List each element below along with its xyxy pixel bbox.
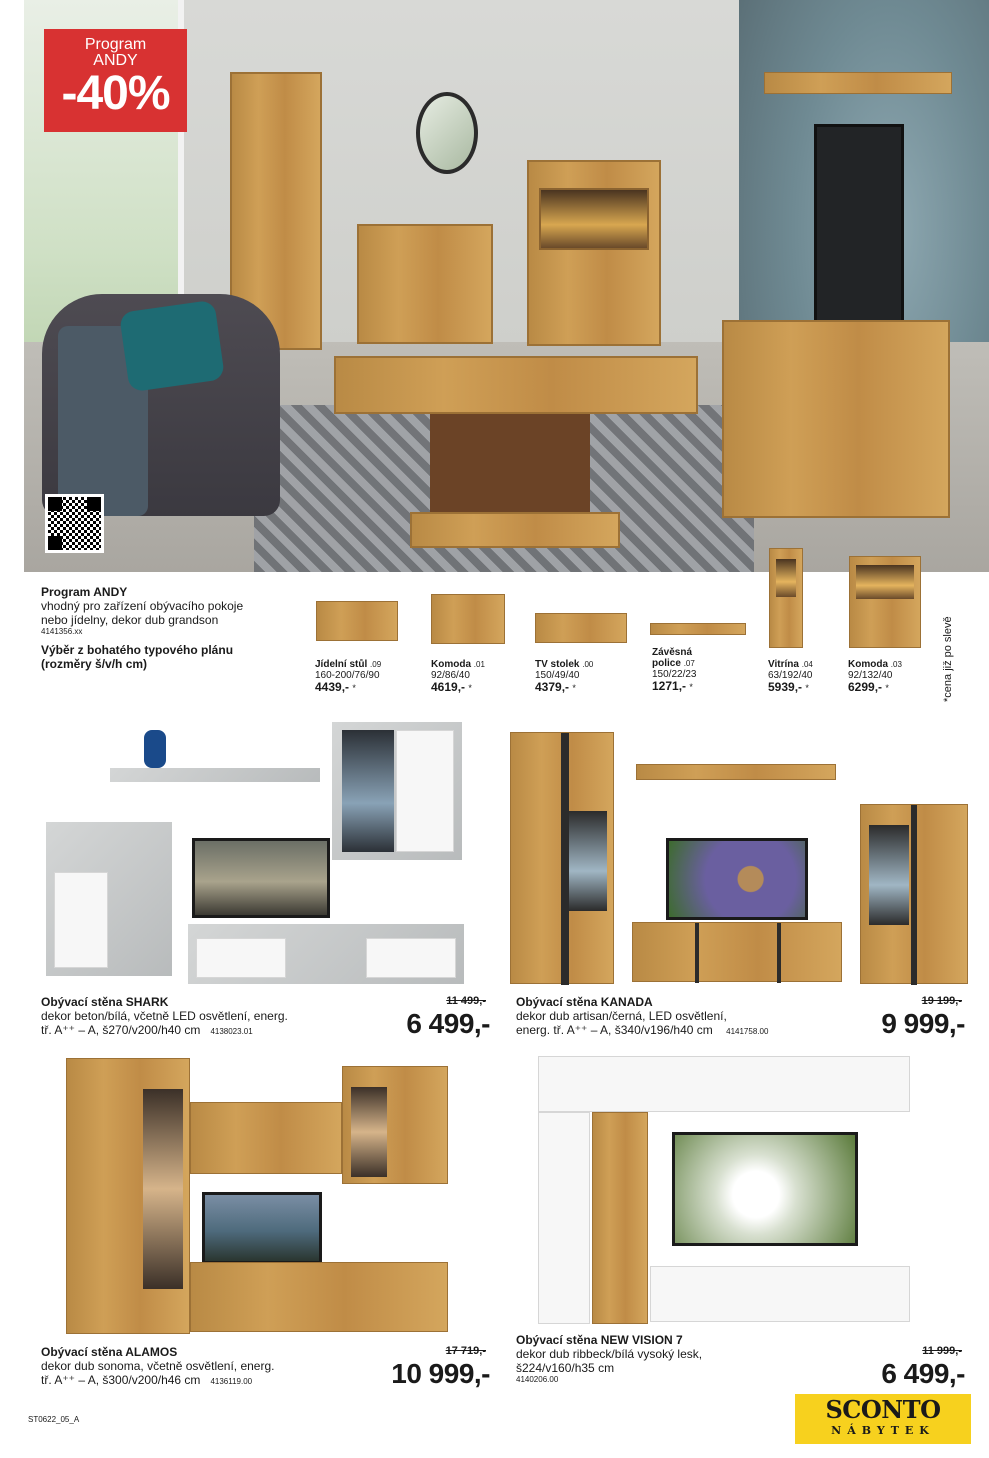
kanada-tv — [666, 838, 808, 920]
qr-code[interactable] — [45, 494, 104, 553]
item-wall-shelf: Závěsná police .07 150/22/23 1271,- * — [652, 647, 697, 693]
andy-sub-2: (rozměry š/v/h cm) — [41, 657, 148, 671]
kanada-desc-1: dekor dub artisan/černá, LED osvětlení, — [516, 1009, 727, 1023]
kanada-tv-stand — [632, 922, 842, 982]
andy-title: Program ANDY — [41, 585, 128, 599]
wall-shelf — [764, 72, 952, 94]
sconto-logo[interactable] — [795, 1394, 971, 1444]
vision-info — [516, 1333, 816, 1384]
vision-image — [538, 1056, 910, 1324]
andy-sub-1: Výběr z bohatého typového plánu — [41, 643, 234, 657]
shark-old-price: 11 499,- — [446, 995, 486, 1007]
alamos-old-price: 17 719,- — [445, 1345, 486, 1357]
chest-thumb — [431, 594, 505, 644]
item-tv-stand: TV stolek .00 150/49/40 4379,- * — [535, 659, 594, 694]
item-vitrine: Vitrína .04 63/192/40 5939,- * — [768, 659, 813, 694]
display-cabinet — [527, 160, 661, 346]
tv-stand-thumb — [535, 613, 627, 643]
alamos-price: 10 999,- — [391, 1358, 490, 1389]
vision-tv — [672, 1132, 858, 1246]
kanada-image — [508, 728, 978, 988]
vision-shelf-unit — [592, 1112, 648, 1324]
shark-cabinet — [46, 822, 172, 976]
vision-desc-2: š224/v160/h35 cm — [516, 1361, 615, 1375]
kanada-cabinet — [860, 804, 968, 984]
item-dining-table: Jídelní stůl .09 160-200/76/90 4439,- * — [315, 659, 382, 694]
shark-desc-2: tř. A⁺⁺ – A, š270/v200/h40 cm 4138023.01 — [41, 1023, 253, 1037]
alamos-image — [66, 1056, 450, 1338]
alamos-title: Obývací stěna ALAMOS — [41, 1345, 178, 1359]
vision-tv-stand — [650, 1266, 910, 1322]
logo-line1: SCONTO — [825, 1395, 941, 1424]
shark-price: 6 499,- — [406, 1008, 490, 1039]
table-leg — [430, 412, 590, 522]
alamos-left-cabinet — [66, 1058, 190, 1334]
vision-left-panel — [538, 1112, 590, 1324]
shark-tv — [192, 838, 330, 918]
badge-line1: Program — [84, 36, 147, 53]
vision-desc-1: dekor dub ribbeck/bílá vysoký lesk, — [516, 1347, 703, 1361]
logo-line2: NÁBYTEK — [831, 1424, 935, 1437]
item-chest: Komoda .01 92/86/40 4619,- * — [431, 659, 485, 694]
badge-line2: ANDY — [93, 52, 138, 69]
coffee-table — [334, 356, 698, 414]
vitrine-thumb — [769, 548, 803, 648]
andy-desc-1: vhodný pro zařízení obývacího pokoje — [41, 599, 244, 613]
shark-title: Obývací stěna SHARK — [41, 995, 169, 1009]
alamos-desc-2: tř. A⁺⁺ – A, š300/v200/h46 cm 4136119.00 — [41, 1373, 253, 1387]
kanada-price: 9 999,- — [881, 1008, 965, 1039]
tv-stand — [722, 320, 950, 518]
andy-info — [41, 585, 281, 671]
alamos-tv-stand — [190, 1262, 448, 1332]
wall-tv — [814, 124, 904, 328]
kanada-old-price: 19 199,- — [921, 995, 962, 1007]
shark-wall-cabinet — [332, 722, 462, 860]
shark-image — [40, 718, 470, 988]
wall-shelf-thumb — [650, 623, 746, 635]
chest-of-drawers — [357, 224, 493, 344]
kanada-desc-2: energ. tř. A⁺⁺ – A, š340/v196/h40 cm 4141758.00 — [516, 1023, 769, 1037]
discount-badge — [44, 29, 187, 132]
alamos-desc-1: dekor dub sonoma, včetně osvětlení, energ. — [41, 1359, 275, 1373]
item-chest-tall: Komoda .03 92/132/40 6299,- * — [848, 659, 902, 694]
vision-title: Obývací stěna NEW VISION 7 — [516, 1333, 683, 1347]
kanada-tall-cabinet — [510, 732, 614, 984]
alamos-right-cabinet — [342, 1066, 448, 1184]
andy-code: 4141356.xx — [41, 627, 83, 636]
chest-tall-thumb — [849, 556, 921, 648]
vision-price: 6 499,- — [881, 1358, 965, 1389]
shark-desc-1: dekor beton/bílá, včetně LED osvětlení, energ. — [41, 1009, 288, 1023]
round-mirror — [416, 92, 478, 174]
dining-table-thumb — [316, 601, 398, 641]
kanada-info — [516, 995, 816, 1039]
price-note: *cena již po slevě — [942, 616, 954, 702]
table-base — [410, 512, 620, 548]
badge-discount: -40% — [61, 67, 170, 120]
vision-code: 4140206.00 — [516, 1375, 559, 1384]
shark-info — [41, 995, 341, 1039]
shark-shelf — [110, 768, 320, 782]
alamos-bookshelf — [190, 1102, 342, 1174]
vision-old-price: 11 999,- — [922, 1345, 962, 1357]
shark-tv-stand — [188, 924, 464, 984]
pillow — [119, 300, 225, 393]
alamos-tv — [202, 1192, 322, 1264]
alamos-info — [41, 1345, 341, 1389]
kanada-shelf — [636, 764, 836, 780]
vision-top-cabinets — [538, 1056, 910, 1112]
andy-desc-2: nebo jídelny, dekor dub grandson — [41, 613, 219, 627]
footer-code: ST0622_05_A — [28, 1415, 80, 1424]
kanada-title: Obývací stěna KANADA — [516, 995, 653, 1009]
